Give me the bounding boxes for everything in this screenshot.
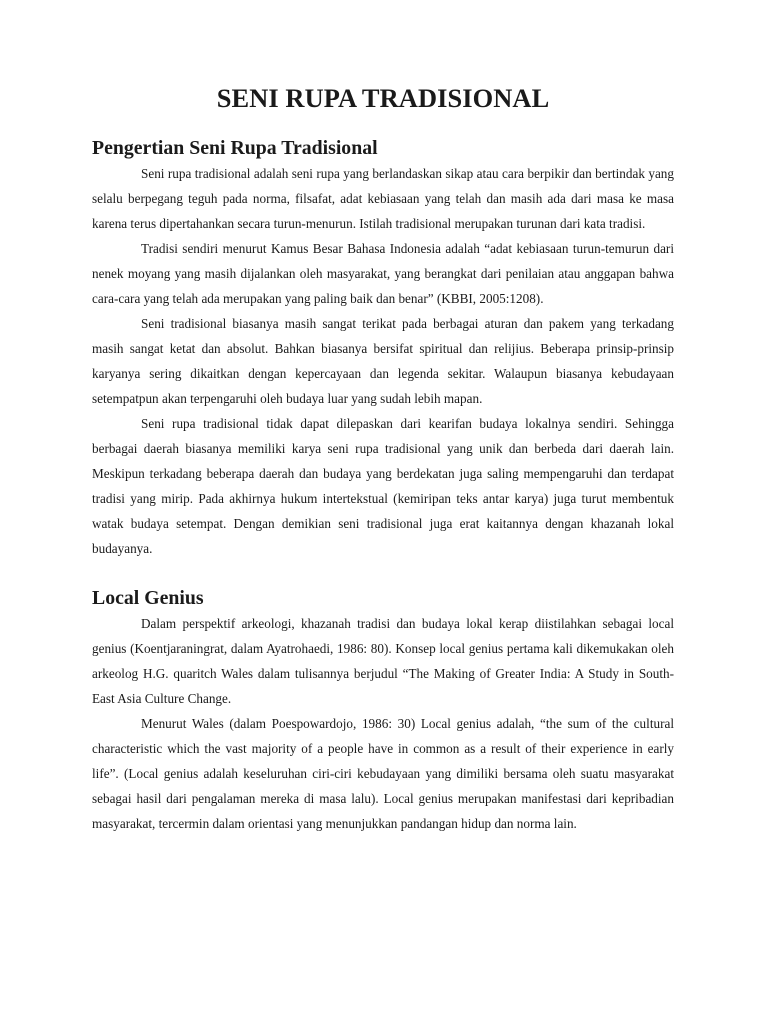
paragraph: Seni rupa tradisional adalah seni rupa yang berlandaskan sikap atau cara berpikir dan bertindak yang selalu berpegang teguh pada norma, filsafat, adat kebiasaan yang telah dan masih ada dari masa ke masa karena terus dipertahankan secara turun-menurun. Istilah tradisional merupakan turunan dari kata tradisi. <box>92 166 674 231</box>
document-page <box>92 83 674 836</box>
paragraph: Menurut Wales (dalam Poespowardojo, 1986: 30) Local genius adalah, “the sum of the cultural characteristic which the vast majority of a people have in common as a result of their experience in early life”. (Local genius adalah keseluruhan ciri-ciri kebudayaan yang dimiliki bersama oleh suatu masyarakat sebagai hasil dari pengalaman mereka di masa lalu). Local genius merupakan manifestasi dari kepribadian masyarakat, tercermin dalam orientasi yang menunjukkan pandangan hidup dan norma lain. <box>92 716 674 831</box>
section-heading: Pengertian Seni Rupa Tradisional <box>92 137 378 159</box>
section-local-genius <box>92 586 674 836</box>
paragraph: Seni rupa tradisional tidak dapat dilepaskan dari kearifan budaya lokalnya sendiri. Sehingga berbagai daerah biasanya memiliki karya seni rupa tradisional yang unik dan berbeda dari daerah lain. Meskipun terkadang beberapa daerah dan budaya yang berdekatan juga saling mempengaruhi dan terdapat tradisi yang mirip. Pada akhirnya hukum intertekstual (kemiripan teks antar karya) juga turut membentuk watak budaya setempat. Dengan demikian seni tradisional juga erat kaitannya dengan khazanah lokal budayanya. <box>92 416 674 556</box>
paragraph: Tradisi sendiri menurut Kamus Besar Bahasa Indonesia adalah “adat kebiasaan turun-temurun dari nenek moyang yang masih dijalankan oleh masyarakat, yang berangkat dari penilaian atau anggapan bahwa cara-cara yang telah ada merupakan yang paling baik dan benar” (KBBI, 2005:1208). <box>92 241 674 306</box>
spacer <box>92 111 674 136</box>
paragraph: Seni tradisional biasanya masih sangat terikat pada berbagai aturan dan pakem yang terkadang masih sangat ketat dan absolut. Bahkan biasanya bersifat spiritual dan relijius. Beberapa prinsip-prinsip karyanya sering dikaitkan dengan kepercayaan dan legenda sekitar. Walaupun biasanya kebudayaan setempatpun akan terpengaruhi oleh budaya luar yang sudah lebih mapan. <box>92 316 674 406</box>
paragraph: Dalam perspektif arkeologi, khazanah tradisi dan budaya lokal kerap diistilahkan sebagai local genius (Koentjaraningrat, dalam Ayatrohaedi, 1986: 80). Konsep local genius pertama kali dikemukakan oleh arkeolog H.G. quaritch Wales dalam tulisannya berjudul “The Making of Greater India: A Study in South-East Asia Culture Change. <box>92 616 674 706</box>
document-title: SENI RUPA TRADISIONAL <box>216 83 550 113</box>
section-pengertian <box>92 136 674 561</box>
spacer <box>92 561 674 586</box>
section-heading: Local Genius <box>92 587 204 609</box>
